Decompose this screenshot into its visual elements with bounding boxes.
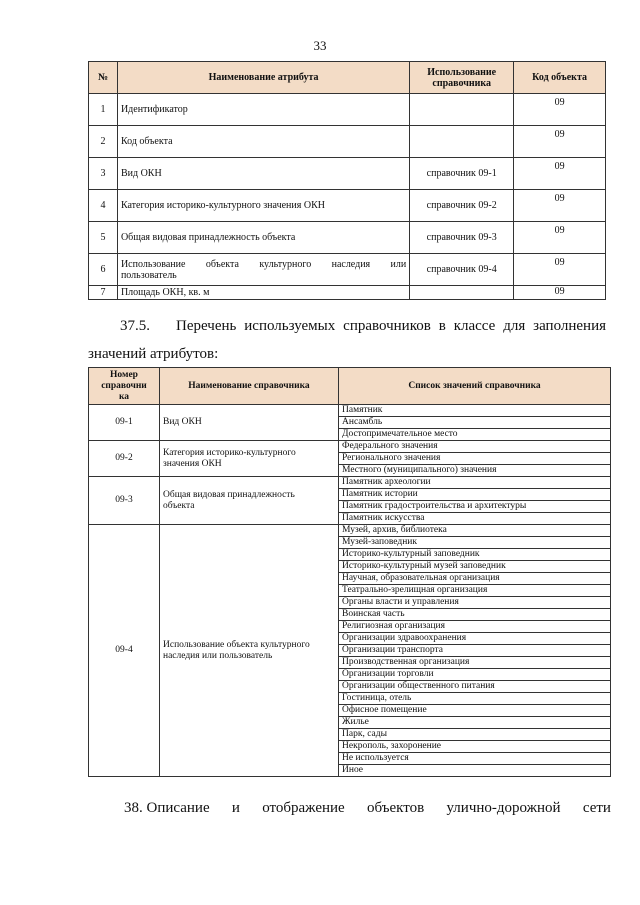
section-38-heading — [124, 800, 611, 817]
references-table-header — [89, 368, 611, 405]
row-number: 2 — [89, 126, 118, 158]
heading-word: и — [231, 800, 240, 816]
section-heading-line2: значений атрибутов: — [88, 346, 219, 362]
header-object-code: Код объекта — [514, 62, 606, 94]
section-37-5-heading — [88, 312, 606, 368]
attribute-name — [117, 254, 409, 286]
reference-value: Организации общественного питания — [339, 681, 611, 693]
reference-name — [160, 441, 339, 477]
attributes-table-header — [89, 62, 606, 94]
reference-value: Гостиница, отель — [339, 693, 611, 705]
attribute-name: Вид ОКН — [117, 158, 409, 190]
reference-usage: справочник 09-2 — [410, 190, 514, 222]
reference-name-line1: Использование объекта культурного — [163, 639, 310, 650]
header-attribute-name: Наименование атрибута — [117, 62, 409, 94]
object-code: 09 — [514, 254, 606, 286]
reference-code: 09-1 — [89, 405, 160, 441]
reference-value: Организации транспорта — [339, 645, 611, 657]
header-ref-num-line3: ка — [118, 391, 130, 402]
reference-value: Производственная организация — [339, 657, 611, 669]
attribute-name: Категория историко-культурного значения ОКН — [117, 190, 409, 222]
heading-word: сети — [582, 800, 611, 816]
heading-word: улично-дорожной — [446, 800, 561, 816]
heading-word: используемых — [244, 318, 336, 334]
reference-name-line2: объекта — [163, 500, 195, 511]
reference-usage — [410, 94, 514, 126]
row-number: 4 — [89, 190, 118, 222]
reference-value: Организации торговли — [339, 669, 611, 681]
row-number: 7 — [89, 286, 118, 300]
reference-value: Регионального значения — [339, 453, 611, 465]
row-number: 6 — [89, 254, 118, 286]
reference-value: Историко-культурный заповедник — [339, 549, 611, 561]
object-code: 09 — [514, 94, 606, 126]
reference-value: Памятник градостроительства и архитектуры — [339, 501, 611, 513]
reference-usage — [410, 286, 514, 300]
attribute-name: Площадь ОКН, кв. м — [117, 286, 409, 300]
reference-value: Театрально-зрелищная организация — [339, 585, 611, 597]
reference-name — [160, 525, 339, 777]
header-ref-num-line2: справочни — [101, 380, 147, 391]
heading-word: справочников — [343, 318, 431, 334]
object-code: 09 — [514, 158, 606, 190]
heading-word: объектов — [366, 800, 425, 816]
heading-word: заполнения — [533, 318, 606, 334]
heading-word: 38. Описание — [124, 800, 210, 816]
row-number: 1 — [89, 94, 118, 126]
reference-value: Музей, архив, библиотека — [339, 525, 611, 537]
attribute-name-line1: Использование объекта культурного наследия или — [120, 258, 407, 270]
reference-usage: справочник 09-4 — [410, 254, 514, 286]
reference-value: Не используется — [339, 753, 611, 765]
reference-value: Жилье — [339, 717, 611, 729]
reference-value: Парк, сады — [339, 729, 611, 741]
reference-value: Ансамбль — [339, 417, 611, 429]
header-num: № — [89, 62, 118, 94]
heading-word: Перечень — [176, 318, 237, 334]
table-row — [89, 254, 606, 286]
section-number: 37.5. — [120, 318, 150, 334]
attribute-name: Идентификатор — [117, 94, 409, 126]
reference-name-line2: значения ОКН — [163, 458, 222, 469]
reference-value: Историко-культурный музей заповедник — [339, 561, 611, 573]
attribute-name: Код объекта — [117, 126, 409, 158]
table-row — [89, 94, 606, 126]
reference-code: 09-2 — [89, 441, 160, 477]
reference-value: Офисное помещение — [339, 705, 611, 717]
reference-value: Памятник истории — [339, 489, 611, 501]
reference-value: Религиозная организация — [339, 621, 611, 633]
references-table — [88, 367, 611, 777]
row-number: 5 — [89, 222, 118, 254]
reference-name — [160, 477, 339, 525]
table-row — [89, 525, 611, 537]
reference-value: Местного (муниципального) значения — [339, 465, 611, 477]
reference-value: Памятник — [339, 405, 611, 417]
object-code: 09 — [514, 126, 606, 158]
table-row — [89, 286, 606, 300]
reference-usage — [410, 126, 514, 158]
section-heading-line1 — [176, 312, 606, 340]
object-code: 09 — [514, 222, 606, 254]
reference-code: 09-4 — [89, 525, 160, 777]
table-row — [89, 190, 606, 222]
object-code: 09 — [514, 286, 606, 300]
reference-value: Музей-заповедник — [339, 537, 611, 549]
table-row — [89, 222, 606, 254]
table-row — [89, 477, 611, 489]
reference-value: Иное — [339, 765, 611, 777]
reference-code: 09-3 — [89, 477, 160, 525]
header-ref-num-line1: Номер — [110, 369, 138, 380]
header-reference-number — [89, 368, 160, 405]
reference-value: Научная, образовательная организация — [339, 573, 611, 585]
reference-value: Федерального значения — [339, 441, 611, 453]
table-row — [89, 126, 606, 158]
reference-value: Органы власти и управления — [339, 597, 611, 609]
reference-value: Достопримечательное место — [339, 429, 611, 441]
reference-name-line2: наследия или пользователь — [163, 650, 273, 661]
reference-usage: справочник 09-3 — [410, 222, 514, 254]
attributes-table — [88, 61, 606, 300]
reference-value: Некрополь, захоронение — [339, 741, 611, 753]
header-reference-values: Список значений справочника — [339, 368, 611, 405]
heading-word: классе — [453, 318, 496, 334]
table-row — [89, 441, 611, 453]
reference-name-line1: Категория историко-культурного — [163, 447, 296, 458]
object-code: 09 — [514, 190, 606, 222]
reference-value: Воинская часть — [339, 609, 611, 621]
attribute-name: Общая видовая принадлежность объекта — [117, 222, 409, 254]
header-reference-usage: Использование справочника — [410, 62, 514, 94]
heading-word: отображение — [262, 800, 345, 816]
reference-value: Организации здравоохранения — [339, 633, 611, 645]
row-number: 3 — [89, 158, 118, 190]
heading-word: для — [503, 318, 526, 334]
reference-usage: справочник 09-1 — [410, 158, 514, 190]
reference-value: Памятник искусства — [339, 513, 611, 525]
table-row — [89, 158, 606, 190]
header-reference-name: Наименование справочника — [160, 368, 339, 405]
attribute-name-line2: пользователь — [120, 269, 177, 281]
table-row — [89, 405, 611, 417]
reference-name-line1: Общая видовая принадлежность — [163, 489, 295, 500]
reference-value: Памятник археологии — [339, 477, 611, 489]
reference-name: Вид ОКН — [160, 405, 339, 441]
page-number: 33 — [313, 38, 327, 53]
heading-word: в — [438, 318, 446, 334]
